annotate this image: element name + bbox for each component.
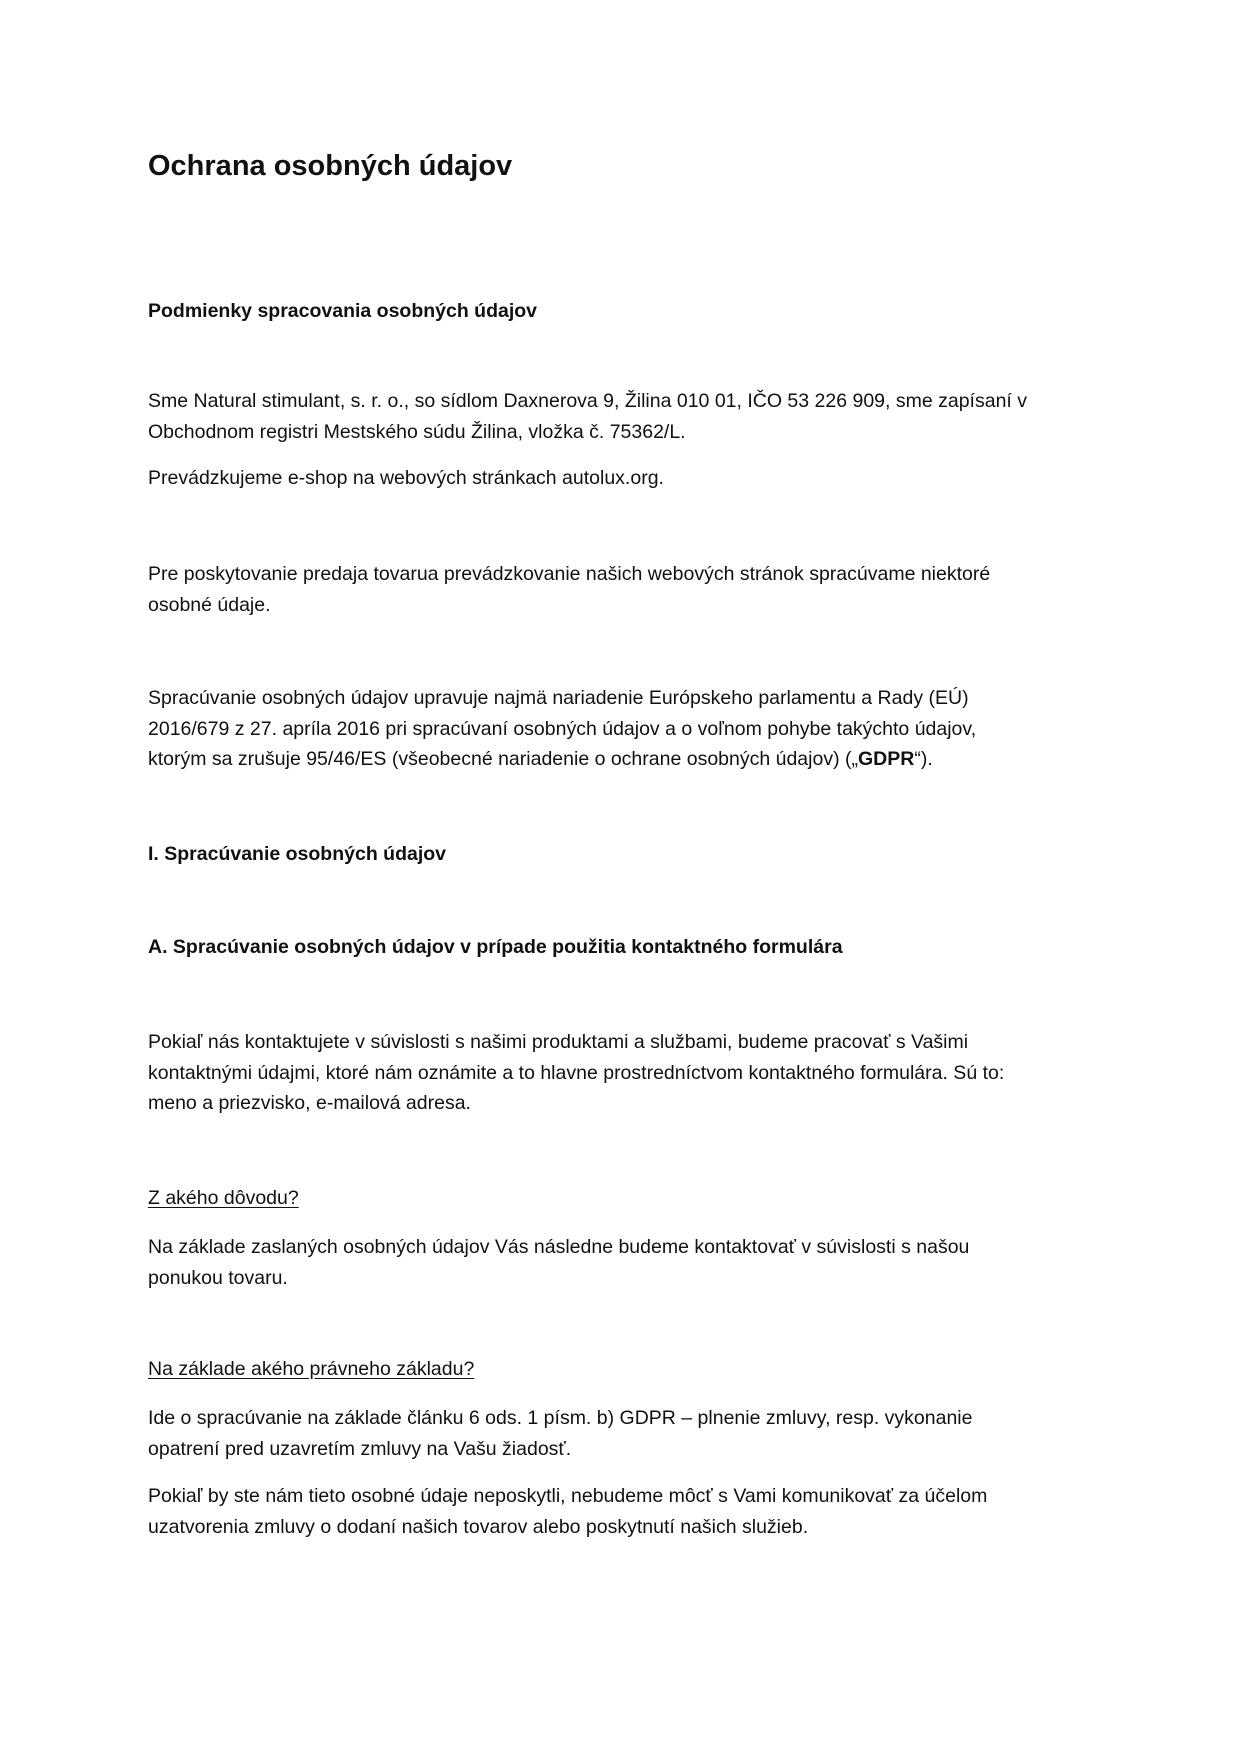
contact-line: meno a priezvisko, e-mailová adresa.	[148, 1092, 471, 1114]
refusal-paragraph	[148, 1481, 1098, 1542]
contact-paragraph	[148, 1027, 1098, 1119]
section-i-heading: I. Spracúvanie osobných údajov	[148, 843, 446, 865]
conditions-heading: Podmienky spracovania osobných údajov	[148, 300, 538, 322]
gdpr-abbreviation: GDPR	[857, 748, 915, 770]
company-info-line: Obchodnom registri Mestského súdu Žilina, vložka č. 75362/L.	[148, 420, 686, 443]
eshop-paragraph: Prevádzkujeme e-shop na webových stránkach autolux.org.	[148, 467, 664, 489]
gdpr-paragraph	[148, 683, 1098, 775]
page-title: Ochrana osobných údajov	[148, 150, 513, 182]
contact-line: kontaktnými údajmi, ktoré nám oznámite a to hlavne prostredníctvom kontaktného formulára. Sú to:	[148, 1061, 1005, 1084]
legal-basis-paragraph	[148, 1403, 1098, 1464]
section-a-heading: A. Spracúvanie osobných údajov v prípade použitia kontaktného formulára	[148, 936, 843, 958]
purpose-line: osobné údaje.	[148, 593, 271, 616]
reason-paragraph	[148, 1232, 1098, 1293]
legal-basis-line: opatrení pred uzavretím zmluvy na Vašu žiadosť.	[148, 1437, 572, 1460]
company-info-paragraph	[148, 386, 1098, 447]
reason-subheading: Z akého dôvodu?	[148, 1187, 299, 1209]
reason-line: ponukou tovaru.	[148, 1266, 288, 1289]
legal-basis-subheading: Na základe akého právneho základu?	[148, 1358, 475, 1380]
refusal-line: uzatvorenia zmluvy o dodaní našich tovarov alebo poskytnutí našich služieb.	[148, 1515, 809, 1538]
gdpr-line-end: “).	[914, 748, 933, 770]
purpose-paragraph	[148, 559, 1098, 620]
legal-basis-line: Ide o spracúvanie na základe článku 6 ods. 1 písm. b) GDPR – plnenie zmluvy, resp. vykonanie	[148, 1407, 973, 1429]
reason-line: Na základe zaslaných osobných údajov Vás následne budeme kontaktovať v súvislosti s našou	[148, 1236, 970, 1258]
contact-line: Pokiaľ nás kontaktujete v súvislosti s našimi produktami a službami, budeme pracovať s Vašimi	[148, 1031, 969, 1053]
purpose-line: Pre poskytovanie predaja tovarua prevádzkovanie našich webových stránok spracúvame niektoré	[148, 563, 991, 585]
gdpr-line: 2016/679 z 27. apríla 2016 pri spracúvaní osobných údajov a o voľnom pohybe takýchto údajov,	[148, 717, 977, 740]
refusal-line: Pokiaľ by ste nám tieto osobné údaje neposkytli, nebudeme môcť s Vami komunikovať za účelom	[148, 1485, 988, 1507]
gdpr-line: Spracúvanie osobných údajov upravuje najmä nariadenie Európskeho parlamentu a Rady (EÚ)	[148, 687, 969, 709]
gdpr-line: ktorým sa zrušuje 95/46/ES (všeobecné nariadenie o ochrane osobných údajov) („	[148, 748, 858, 770]
company-info-line: Sme Natural stimulant, s. r. o., so sídlom Daxnerova 9, Žilina 010 01, IČO 53 226 909, sme zapísaní v	[148, 390, 1028, 412]
